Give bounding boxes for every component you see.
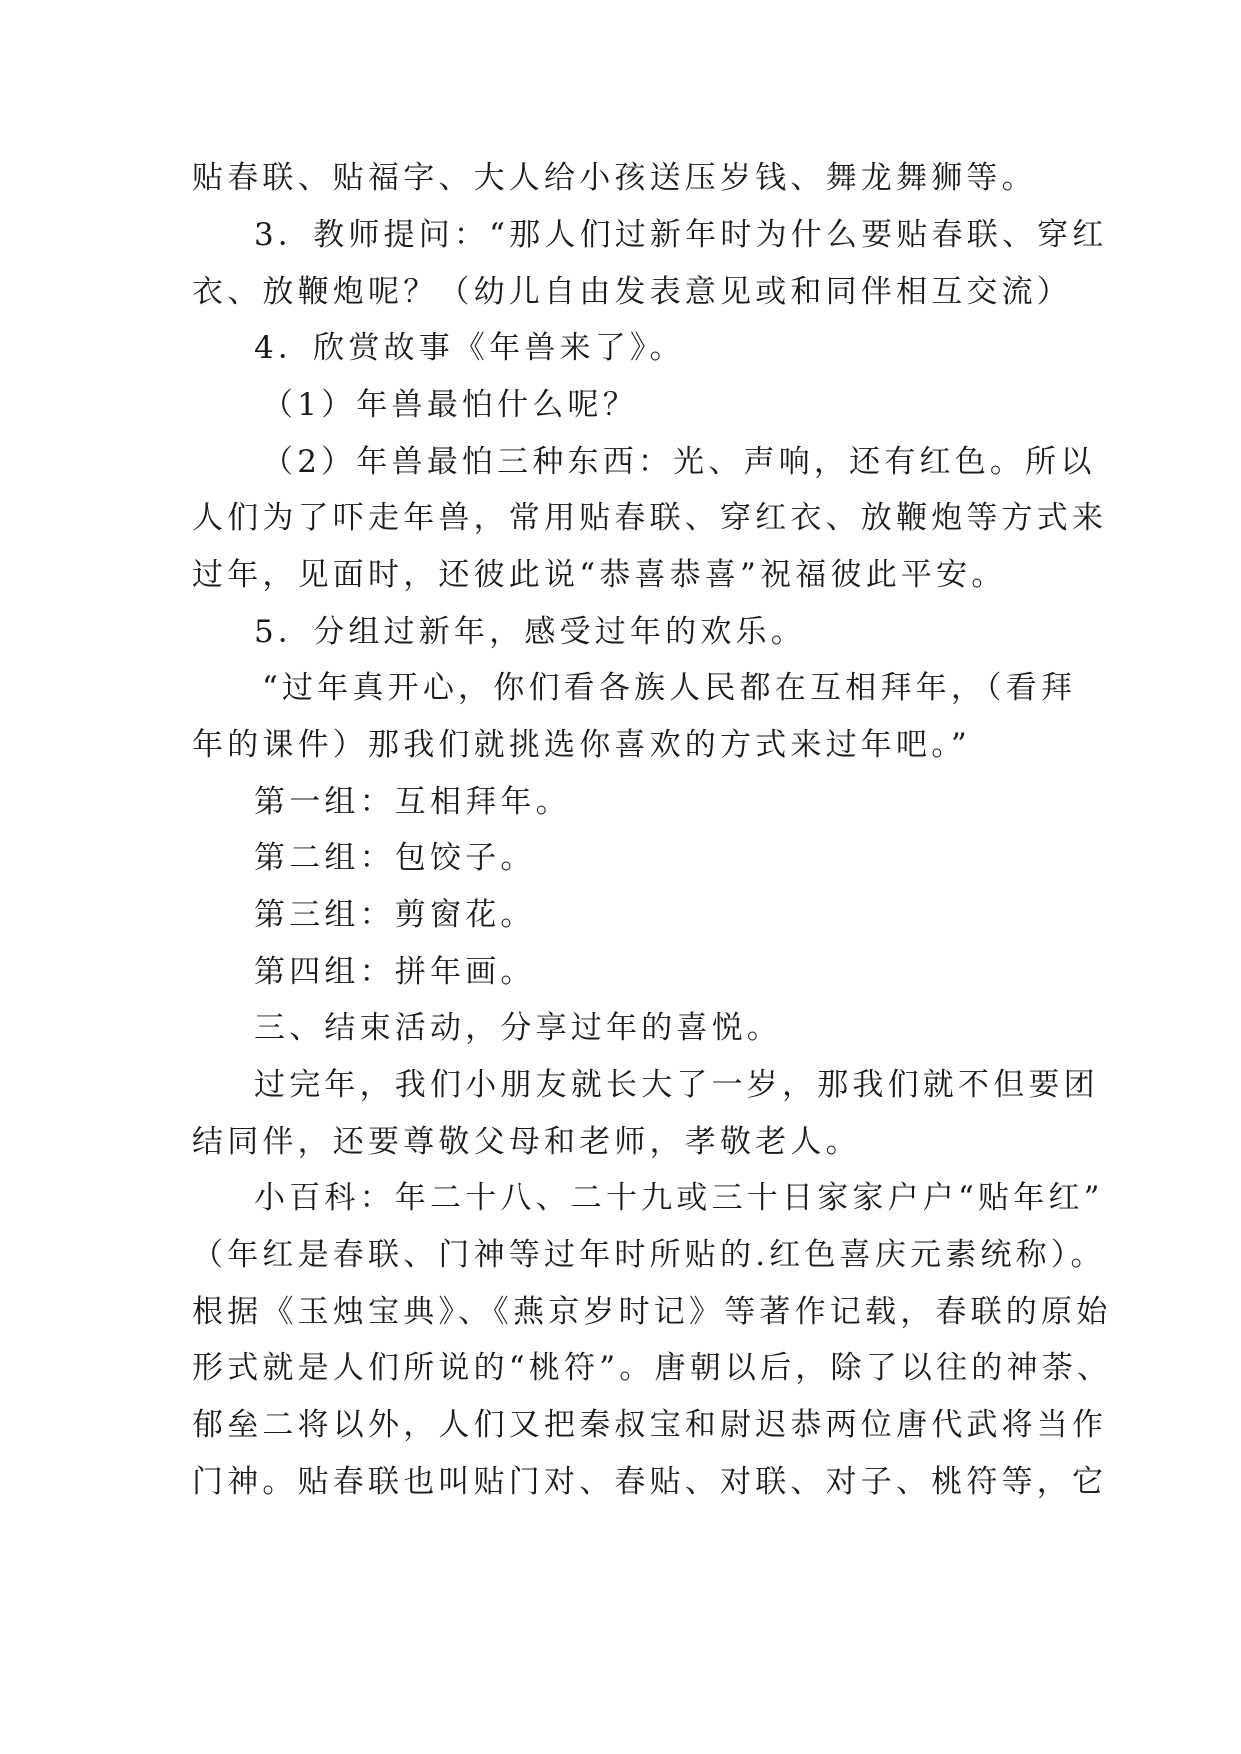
paragraph-line: 第三组：剪窗花。 <box>254 897 536 933</box>
paragraph-line: 郁垒二将以外，人们又把秦叔宝和尉迟恭两位唐代武将当作 <box>192 1407 1108 1443</box>
paragraph-line: “过年真开心，你们看各族人民都在互相拜年，（看拜 <box>262 670 1077 706</box>
paragraph-line: 结同伴，还要尊敬父母和老师，孝敬老人。 <box>192 1124 861 1160</box>
paragraph-line: 第一组：互相拜年。 <box>254 784 571 820</box>
paragraph-line: （1）年兽最怕什么呢？ <box>262 387 638 423</box>
paragraph-line: 形式就是人们所说的“桃符”。唐朝以后，除了以往的神荼、 <box>192 1350 1113 1386</box>
paragraph-line: 贴春联、贴福字、大人给小孩送压岁钱、舞龙舞狮等。 <box>192 160 1037 196</box>
paragraph-line: 门神。贴春联也叫贴门对、春贴、对联、对子、桃符等，它 <box>192 1464 1108 1500</box>
paragraph-line: 第二组：包饺子。 <box>254 840 536 876</box>
paragraph-line: 人们为了吓走年兽，常用贴春联、穿红衣、放鞭炮等方式来 <box>192 500 1108 536</box>
paragraph-line: 4．欣赏故事《年兽来了》。 <box>254 330 685 366</box>
paragraph-line: 年的课件）那我们就挑选你喜欢的方式来过年吧。” <box>192 727 971 763</box>
paragraph-line: （2）年兽最怕三种东西：光、声响，还有红色。所以 <box>262 444 1096 480</box>
paragraph-line: 小百科：年二十八、二十九或三十日家家户户“贴年红” <box>254 1180 1104 1216</box>
paragraph-line: 5．分组过新年，感受过年的欢乐。 <box>254 614 806 650</box>
paragraph-line: 过年，见面时，还彼此说“恭喜恭喜”祝福彼此平安。 <box>192 557 1007 593</box>
paragraph-line: 根据《玉烛宝典》、《燕京岁时记》等著作记载，春联的原始 <box>192 1294 1112 1330</box>
paragraph-line: 三、结束活动，分享过年的喜悦。 <box>254 1010 782 1046</box>
paragraph-line: （年红是春联、门神等过年时所贴的.红色喜庆元素统称）。 <box>192 1237 1106 1273</box>
paragraph-line: 第四组：拼年画。 <box>254 954 536 990</box>
paragraph-line: 3．教师提问：“那人们过新年时为什么要贴春联、穿红 <box>254 217 1108 253</box>
paragraph-line: 过完年，我们小朋友就长大了一岁，那我们就不但要团 <box>254 1067 1099 1103</box>
paragraph-line: 衣、放鞭炮呢？（幼儿自由发表意见或和同伴相互交流） <box>192 274 1072 310</box>
